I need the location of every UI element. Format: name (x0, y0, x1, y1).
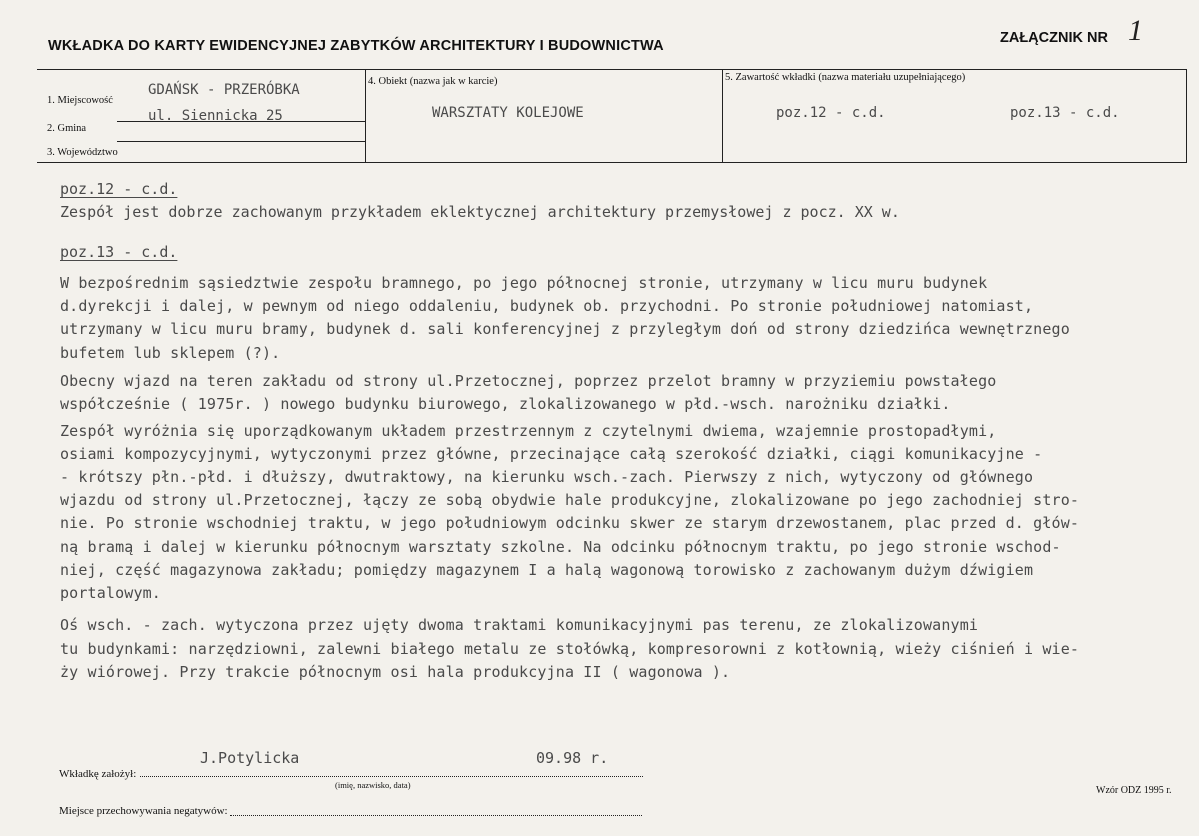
body-line: Obecny wjazd na teren zakładu od strony ul.Przetocznej, poprzez przelot bramny w przyziemiu powstałego (60, 372, 997, 390)
header-divider-3 (1186, 69, 1187, 163)
form-title: WKŁADKA DO KARTY EWIDENCYJNEJ ZABYTKÓW ARCHITEKTURY I BUDOWNICTWA (48, 38, 664, 54)
body-line: osiami kompozycyjnymi, wytyczonymi przez główne, przecinające całą szerokość działki, ciągi komunikacyjne - (60, 445, 1043, 463)
negatives-line (230, 815, 642, 816)
body-line: - krótszy płn.-płd. i dłuższy, dwutraktowy, na kierunku wsch.-zach. Pierwszy z nich, wytyczony od głównego (60, 468, 1034, 486)
body-line: nie. Po stronie wschodniej traktu, w jego południowym odcinku skwer ze starym drzewostanem, plac przed d. głów- (60, 514, 1080, 532)
wojewodztwo-label: 3. Województwo (47, 147, 118, 158)
body-line: W bezpośrednim sąsiedztwie zespołu bramnego, po jego północnej stronie, utrzymany w licu muru budynek (60, 274, 988, 292)
author-note: (imię, nazwisko, data) (335, 780, 411, 790)
zawartosc-label-note: (nazwa materiału uzupełniającego) (818, 72, 966, 83)
address-value: ul. Siennicka 25 (148, 108, 283, 124)
body-line: tu budynkami: narzędziowni, zalewni białego metalu ze stołówką, kompresorowni z kotłownią, wieży ciśnień i wie- (60, 640, 1080, 658)
body-line: bufetem lub sklepem (?). (60, 344, 281, 362)
header-top-line (37, 69, 1187, 70)
body-line: Zespół wyróżnia się uporządkowanym układem przestrzennym z czytelnymi dwiema, wzajemnie prostopadłymi, (60, 422, 997, 440)
attachment-number: 1 (1128, 14, 1143, 47)
author-line (140, 776, 643, 777)
body-line: utrzymany w licu muru bramy, budynek d. sali konferencyjnej z przyległym doń od strony dziedzińca wewnętrznego (60, 320, 1070, 338)
body-line: współcześnie ( 1975r. ) nowego budynku biurowego, zlokalizowanego w płd.-wsch. narożniku działki. (60, 395, 951, 413)
date-value: 09.98 r. (536, 749, 609, 767)
zawartosc-label-text: 5. Zawartość wkładki (725, 72, 816, 83)
header-divider-2 (722, 69, 723, 163)
form-id: Wzór ODZ 1995 r. (1096, 785, 1172, 796)
body-line: d.dyrekcji i dalej, w pewnym od niego oddaleniu, budynek ob. przychodni. Po stronie południowej natomiast, (60, 297, 1034, 315)
zawartosc-label (725, 72, 965, 83)
body-line: ną bramą i dalej w kierunku północnym warsztaty szkolne. Na odcinku północnym traktu, po jego stronie wschod- (60, 538, 1061, 556)
body-line: ży wiórowej. Przy trakcie północnym osi hala produkcyjna II ( wagonowa ). (60, 663, 731, 681)
miejscowosc-label: 1. Miejscowość (47, 95, 113, 106)
body-line: portalowym. (60, 584, 161, 602)
section1-heading: poz.12 - c.d. (60, 180, 178, 198)
header-divider-1 (365, 69, 366, 163)
zawartosc-value-1: poz.12 - c.d. (776, 105, 886, 121)
zawartosc-value-2: poz.13 - c.d. (1010, 105, 1120, 121)
wojewodztwo-line (117, 141, 365, 142)
obiekt-value: WARSZTATY KOLEJOWE (432, 105, 584, 121)
obiekt-label-text: 4. Obiekt (368, 76, 408, 87)
header-bottom-line (37, 162, 1187, 163)
gmina-label: 2. Gmina (47, 123, 87, 134)
miejscowosc-value: GDAŃSK - PRZERÓBKA (148, 82, 300, 98)
body-line: Oś wsch. - zach. wytyczona przez ujęty dwoma traktami komunikacyjnymi pas terenu, ze zlokalizowanymi (60, 616, 979, 634)
author-value: J.Potylicka (200, 749, 300, 767)
author-label: Wkładkę założył: (59, 768, 137, 780)
obiekt-label-note: (nazwa jak w karcie) (409, 76, 498, 87)
negatives-label: Miejsce przechowywania negatywów: (59, 805, 228, 817)
body-line: niej, część magazynowa zakładu; pomiędzy magazynem I a halą wagonową torowisko z zachowanym dużym dźwigiem (60, 561, 1034, 579)
body-line: wjazdu od strony ul.Przetocznej, łączy ze sobą obydwie hale produkcyjne, zlokalizowane po jego zachodniej stro- (60, 491, 1080, 509)
section1-text: Zespół jest dobrze zachowanym przykładem eklektycznej architektury przemysłowej z pocz. XX w. (60, 203, 900, 221)
obiekt-label (368, 76, 497, 87)
attachment-label: ZAŁĄCZNIK NR (1000, 30, 1108, 46)
section2-heading: poz.13 - c.d. (60, 243, 178, 261)
